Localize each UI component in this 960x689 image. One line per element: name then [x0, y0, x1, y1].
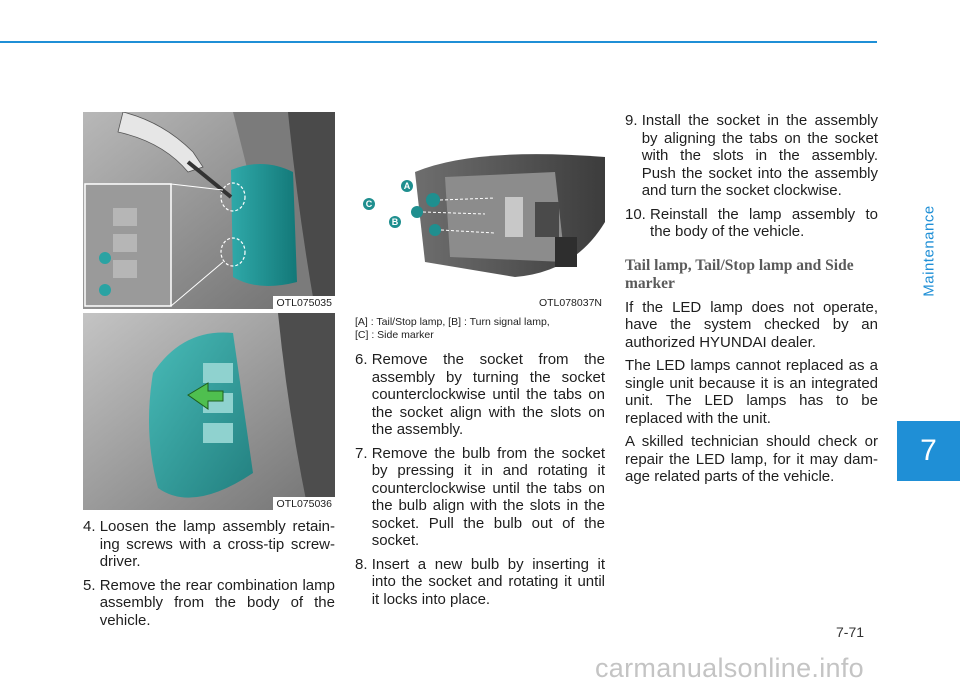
step-text: Reinstall the lamp assembly to the body of the vehicle.: [650, 205, 878, 240]
figure-lamp-removal: [83, 313, 335, 510]
chapter-label: [897, 41, 960, 421]
figure-code: OTL075036: [273, 497, 335, 510]
figure-caption: [355, 316, 605, 342]
header-rule: [0, 41, 877, 43]
watermark: carmanualsonline.info: [595, 653, 864, 683]
lamp-removal-arrow-illustration-icon: [83, 313, 335, 510]
step-number: 4.: [83, 518, 100, 535]
section-heading: Tail lamp, Tail/Stop lamp and Side marker: [625, 256, 854, 292]
step-text: Install the socket in the assembly by aligning the tabs on the socket with the slots in the assembly. Push the socket into the assembly and turn the socket clockwise.: [641, 112, 878, 199]
step-number: 10.: [625, 205, 651, 223]
step-number: 8.: [355, 555, 372, 573]
step-item: [355, 351, 605, 439]
column-left: [83, 518, 335, 635]
callout-a: A: [403, 181, 411, 191]
figure-screwdriver: [83, 112, 335, 309]
rear-combination-lamp-sockets-illustration-icon: [355, 112, 605, 309]
callout-b: B: [391, 217, 399, 227]
step-number: 9.: [625, 112, 642, 129]
screwdriver-lamp-screws-illustration-icon: [83, 112, 335, 309]
step-text: Insert a new bulb by inserting it into the socket and rotating it until it locks into place.: [371, 555, 605, 608]
paragraph: A skilled technician should check or repair the LED lamp, for it may dam-age related parts of the vehicle.: [625, 433, 878, 485]
paragraph: The LED lamps cannot replaced as a single unit because it is an integrated unit. The LED lamps has to be replaced with the unit.: [625, 357, 878, 427]
step-number: 7.: [355, 444, 372, 462]
step-item: [625, 206, 878, 241]
figure-lamp-sockets: [355, 112, 605, 309]
step-text: Loosen the lamp assembly retain-ing screws with a cross-tip screw-driver.: [99, 518, 335, 570]
chapter-label-text: Maintenance: [920, 205, 937, 297]
chapter-tab: [897, 41, 960, 481]
page-number: 7-71: [836, 624, 865, 640]
step-number: 6.: [355, 351, 372, 368]
step-item: [83, 518, 335, 571]
caption-line: [A] : Tail/Stop lamp, [B] : Turn signal lamp,: [355, 316, 550, 328]
step-text: Remove the rear combination lamp assembly from the body of the vehicle.: [99, 576, 335, 629]
step-item: [83, 577, 335, 630]
step-item: [625, 112, 878, 200]
step-text: Remove the bulb from the socket by pressing it in and rotating it counterclockwise until the tabs on the bulb align with the slots in the socket. Pull the bulb out of the socket.: [371, 444, 605, 549]
callout-c: C: [365, 199, 373, 209]
step-item: [355, 445, 605, 550]
figure-code: OTL078037N: [535, 296, 605, 309]
caption-line: [C] : Side marker: [355, 329, 434, 341]
paragraph: If the LED lamp does not operate, have the system checked by an authorized HYUNDAI dealer.: [625, 298, 878, 351]
step-text: Remove the socket from the assembly by turning the socket counterclockwise until the tabs on the socket align with the slots on the assembly.: [371, 351, 605, 438]
step-number: 5.: [83, 576, 100, 594]
chapter-number: 7: [920, 434, 937, 467]
chapter-number-box: [897, 421, 960, 481]
step-item: [355, 556, 605, 609]
column-right: [625, 112, 878, 492]
column-middle: [355, 316, 605, 614]
figure-code: OTL075035: [273, 296, 335, 309]
